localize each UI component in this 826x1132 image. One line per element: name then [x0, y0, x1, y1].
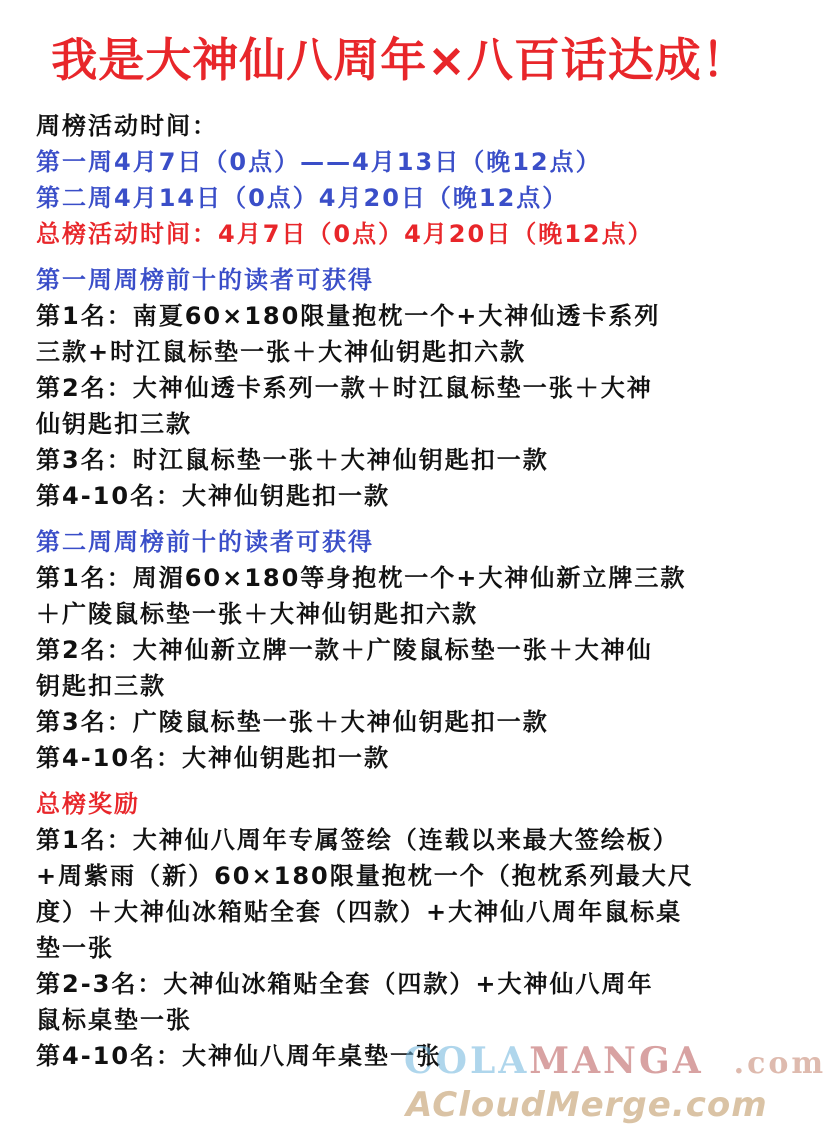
text-line: 总榜奖励 — [36, 790, 140, 818]
watermark-acloudmerge: ACloudMerge.com — [406, 1085, 768, 1125]
text-line: 第2名：大神仙新立牌一款＋广陵鼠标垫一张＋大神仙 — [36, 636, 653, 664]
text-line: 第3名：广陵鼠标垫一张＋大神仙钥匙扣一款 — [36, 708, 549, 736]
text-line: 垫一张 — [36, 934, 114, 962]
announcement-body — [36, 108, 796, 1074]
text-line: 第4-10名：大神仙八周年桌垫一张 — [36, 1042, 443, 1070]
text-line: 第3名：时江鼠标垫一张＋大神仙钥匙扣一款 — [36, 446, 549, 474]
text-line: +周紫雨（新）60×180限量抱枕一个（抱枕系列最大尺 — [36, 862, 694, 890]
text-line: 第1名：南夏60×180限量抱枕一个+大神仙透卡系列 — [36, 302, 661, 330]
text-line: 第二周周榜前十的读者可获得 — [36, 528, 374, 556]
text-line: 鼠标桌垫一张 — [36, 1006, 192, 1034]
section-gap — [36, 514, 796, 524]
text-line: 第4-10名：大神仙钥匙扣一款 — [36, 482, 391, 510]
section-gap — [36, 776, 796, 786]
text-line: 第一周4月7日（0点）——4月13日（晚12点） — [36, 148, 602, 176]
text-line: 总榜活动时间：4月7日（0点）4月20日（晚12点） — [36, 220, 654, 248]
text-line: 第2-3名：大神仙冰箱贴全套（四款）+大神仙八周年 — [36, 970, 654, 998]
text-line: 周榜活动时间： — [36, 112, 218, 140]
text-line: 三款+时江鼠标垫一张＋大神仙钥匙扣六款 — [36, 338, 527, 366]
section-gap — [36, 252, 796, 262]
text-line: 钥匙扣三款 — [36, 672, 166, 700]
text-line: 度）＋大神仙冰箱贴全套（四款）+大神仙八周年鼠标桌 — [36, 898, 683, 926]
watermark-manga: MANGA — [529, 1040, 704, 1082]
text-line: 第一周周榜前十的读者可获得 — [36, 266, 374, 294]
text-line: 第2名：大神仙透卡系列一款＋时江鼠标垫一张＋大神 — [36, 374, 653, 402]
watermark-dotcom: .com — [733, 1046, 826, 1081]
text-line: 仙钥匙扣三款 — [36, 410, 192, 438]
text-line: 第1名：大神仙八周年专属签绘（连载以来最大签绘板） — [36, 826, 679, 854]
text-line: ＋广陵鼠标垫一张＋大神仙钥匙扣六款 — [36, 600, 478, 628]
text-line: 第二周4月14日（0点）4月20日（晚12点） — [36, 184, 569, 212]
watermark-cola: COLA — [404, 1040, 530, 1082]
watermark-colamanga — [404, 1040, 826, 1082]
text-line: 第1名：周湄60×180等身抱枕一个+大神仙新立牌三款 — [36, 564, 687, 592]
poster-title: 我是大神仙八周年×八百话达成！ — [51, 33, 749, 87]
text-line: 第4-10名：大神仙钥匙扣一款 — [36, 744, 391, 772]
